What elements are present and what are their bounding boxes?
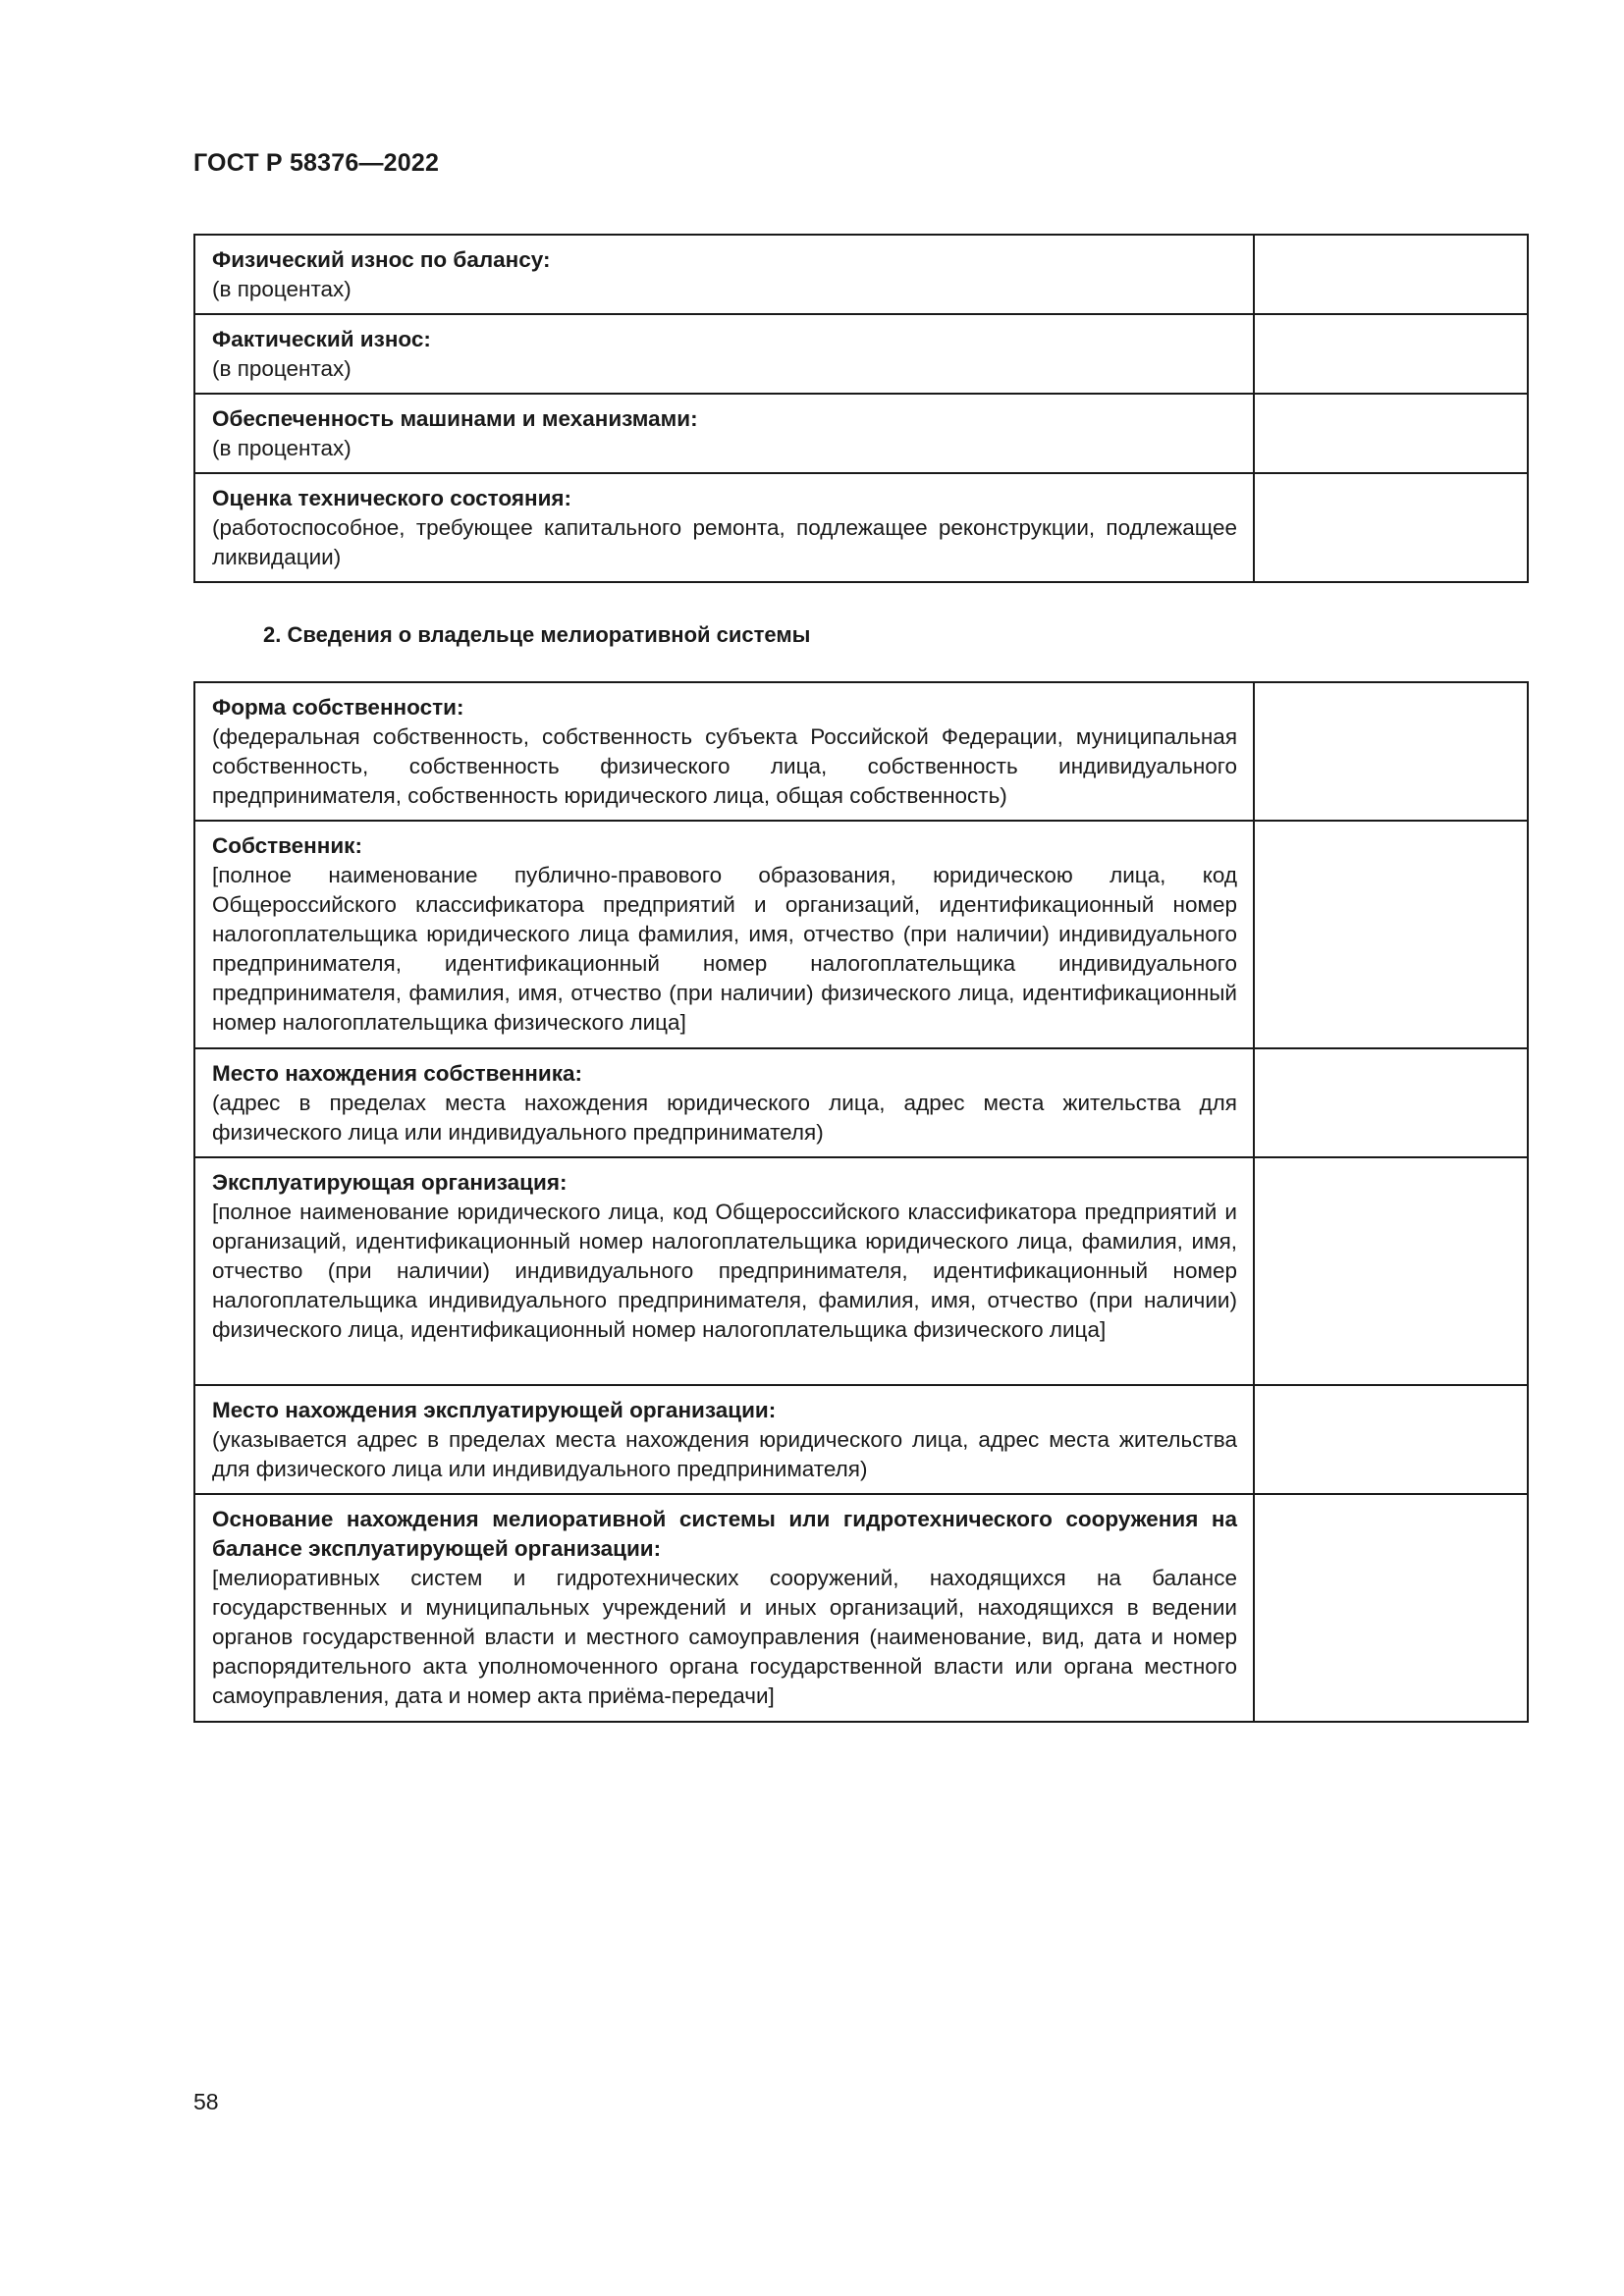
value-cell[interactable] bbox=[1254, 1385, 1528, 1494]
table-row bbox=[194, 682, 1528, 821]
page-number: 58 bbox=[193, 2089, 219, 2114]
value-cell[interactable] bbox=[1254, 473, 1528, 582]
document-code: ГОСТ Р 58376—2022 bbox=[193, 149, 440, 177]
label-cell bbox=[194, 821, 1254, 1048]
row-description: (в процентах) bbox=[212, 277, 352, 301]
row-title: Место нахождения собственника: bbox=[212, 1061, 582, 1086]
row-description: (работоспособное, требующее капитального ремонта, подлежащее реконструкции, подлежащее ликвидации) bbox=[212, 515, 1237, 569]
row-description: [мелиоративных систем и гидротехнических сооружений, находящихся на балансе государственных и муниципальных учреждений и иных организаций, находящихся в ведении органов государственной власти и местного самоуправления (наименование, вид, дата и номер распорядительного акта уполномоченного органа государственной власти или органа местного самоуправления, дата и номер акта приёма-передачи] bbox=[212, 1566, 1237, 1708]
value-cell[interactable] bbox=[1254, 235, 1528, 314]
row-title: Основание нахождения мелиоративной системы или гидротехнического сооружения на балансе эксплуатирующей организации: bbox=[212, 1507, 1237, 1561]
table-row bbox=[194, 1494, 1528, 1722]
owner-info-table bbox=[193, 681, 1529, 1723]
table-row bbox=[194, 1157, 1528, 1385]
label-cell bbox=[194, 682, 1254, 821]
table-row bbox=[194, 314, 1528, 394]
value-cell[interactable] bbox=[1254, 821, 1528, 1048]
row-title: Физический износ по балансу: bbox=[212, 247, 551, 272]
label-cell bbox=[194, 1494, 1254, 1722]
row-description: (в процентах) bbox=[212, 436, 352, 460]
table-row bbox=[194, 235, 1528, 314]
row-title: Обеспеченность машинами и механизмами: bbox=[212, 406, 698, 431]
table-row bbox=[194, 394, 1528, 473]
value-cell[interactable] bbox=[1254, 1157, 1528, 1385]
value-cell[interactable] bbox=[1254, 1494, 1528, 1722]
technical-state-table bbox=[193, 234, 1529, 583]
row-description: (федеральная собственность, собственность субъекта Российской Федерации, муниципальная собственность, собственность физического лица, собственность индивидуального предпринимателя, собственность юридического лица, общая собственность) bbox=[212, 724, 1237, 808]
row-description: (адрес в пределах места нахождения юридического лица, адрес места жительства для физического лица или индивидуального предпринимателя) bbox=[212, 1091, 1237, 1145]
row-description: [полное наименование публично-правового образования, юридическою лица, код Общероссийского классификатора предприятий и организаций, идентификационный номер налогоплательщика юридического лица фамилия, имя, отчество (при наличии) индивидуального предпринимателя, идентификационный номер налогоплательщика индивидуального предпринимателя, фамилия, имя, отчество (при наличии) физического лица, идентификационный номер налогоплательщика физического лица] bbox=[212, 863, 1237, 1035]
row-description: (указывается адрес в пределах места нахождения юридического лица, адрес места жительства для физического лица или индивидуального предпринимателя) bbox=[212, 1427, 1237, 1481]
row-description: (в процентах) bbox=[212, 356, 352, 381]
label-cell bbox=[194, 235, 1254, 314]
table-row bbox=[194, 473, 1528, 582]
row-title: Оценка технического состояния: bbox=[212, 486, 572, 510]
value-cell[interactable] bbox=[1254, 1048, 1528, 1157]
table-row bbox=[194, 821, 1528, 1048]
label-cell bbox=[194, 314, 1254, 394]
row-title: Место нахождения эксплуатирующей организации: bbox=[212, 1398, 777, 1422]
section-heading: 2. Сведения о владельце мелиоративной системы bbox=[263, 622, 811, 647]
row-description: [полное наименование юридического лица, код Общероссийского классификатора предприятий и организаций, идентификационный номер налогоплательщика юридического лица, фамилия, имя, отчество (при наличии) индивидуального предпринимателя, идентификационный номер налогоплательщика индивидуального предпринимателя, фамилия, имя, отчество (при наличии) физического лица, идентификационный номер налогоплательщика физического лица] bbox=[212, 1200, 1237, 1342]
row-title: Эксплуатирующая организация: bbox=[212, 1170, 568, 1195]
label-cell bbox=[194, 394, 1254, 473]
value-cell[interactable] bbox=[1254, 682, 1528, 821]
table-row bbox=[194, 1385, 1528, 1494]
value-cell[interactable] bbox=[1254, 394, 1528, 473]
row-title: Форма собственности: bbox=[212, 695, 464, 720]
label-cell bbox=[194, 473, 1254, 582]
label-cell bbox=[194, 1385, 1254, 1494]
label-cell bbox=[194, 1157, 1254, 1385]
value-cell[interactable] bbox=[1254, 314, 1528, 394]
row-title: Собственник: bbox=[212, 833, 362, 858]
table-row bbox=[194, 1048, 1528, 1157]
row-title: Фактический износ: bbox=[212, 327, 431, 351]
label-cell bbox=[194, 1048, 1254, 1157]
